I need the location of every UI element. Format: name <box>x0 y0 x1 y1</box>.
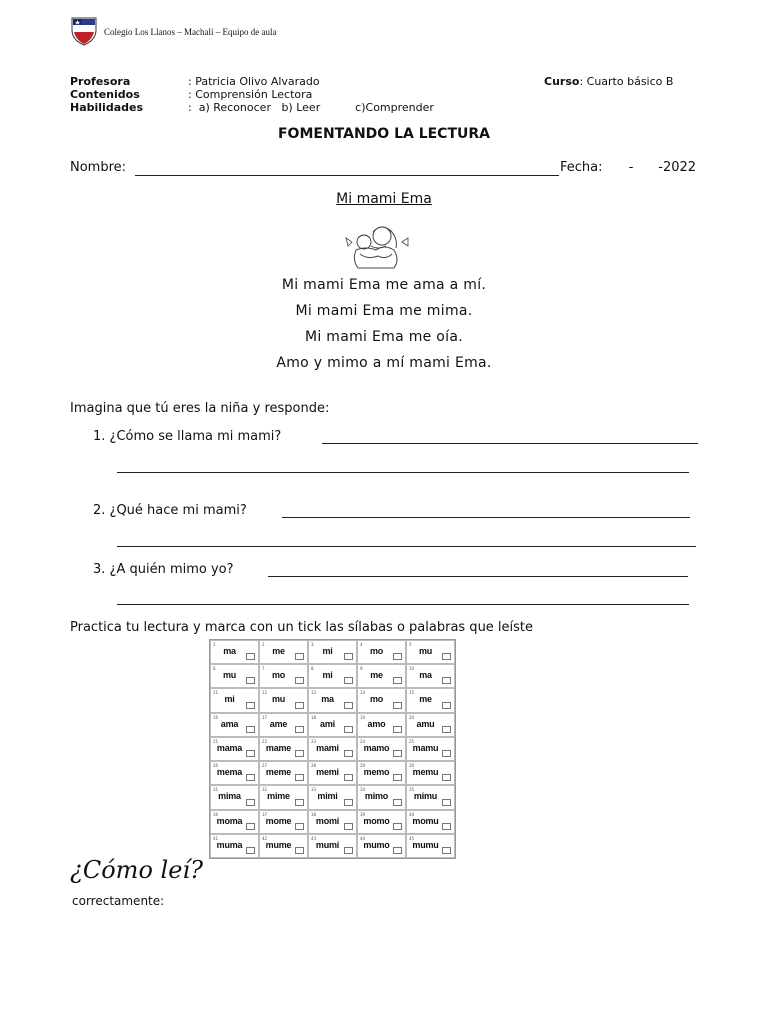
syllable-cell <box>357 688 406 712</box>
syllable-word: mo <box>369 646 384 656</box>
syllable-cell <box>406 713 455 737</box>
syllable-cell <box>406 810 455 834</box>
cell-number: 36 <box>213 811 219 817</box>
syllable-cell <box>259 713 308 737</box>
info-value: : Patricia Olivo Alvarado <box>188 75 320 88</box>
cell-number: 19 <box>360 714 366 720</box>
question-number: 3. <box>93 562 106 577</box>
syllable-cell <box>406 785 455 809</box>
school-name: Colegio Los Llanos – Machalí – Equipo de aula <box>104 27 277 37</box>
syllable-cell <box>259 785 308 809</box>
answer-line[interactable] <box>117 472 689 473</box>
cell-number: 8 <box>311 666 314 672</box>
tick-checkbox[interactable] <box>442 750 451 757</box>
syllable-cell <box>357 810 406 834</box>
syllable-word: mame <box>265 742 292 753</box>
syllable-word: mema <box>216 767 243 778</box>
tick-checkbox[interactable] <box>442 847 451 854</box>
nombre-fecha-row <box>70 160 126 175</box>
cell-number: 28 <box>311 763 317 769</box>
syllable-cell <box>357 664 406 688</box>
syllable-cell <box>259 688 308 712</box>
cell-number: 33 <box>311 787 317 793</box>
cell-number: 43 <box>311 835 317 841</box>
question-text: ¿Cómo se llama mi mami? <box>109 429 282 444</box>
answer-line[interactable] <box>117 546 696 547</box>
syllable-word: mo <box>369 694 384 705</box>
syllable-cell <box>406 664 455 688</box>
cell-number: 13 <box>311 690 317 696</box>
cell-number: 24 <box>360 738 366 744</box>
question-text: ¿A quién mimo yo? <box>109 562 234 577</box>
tick-checkbox[interactable] <box>344 653 353 660</box>
cell-number: 6 <box>213 666 216 672</box>
syllable-cell <box>406 737 455 761</box>
syllable-word: mamo <box>363 742 390 753</box>
syllable-cell <box>210 810 259 834</box>
tick-checkbox[interactable] <box>344 750 353 757</box>
syllable-cell <box>308 640 357 664</box>
syllable-cell <box>308 737 357 761</box>
story-title: Mi mami Ema <box>336 191 432 207</box>
syllable-word: mome <box>265 815 292 826</box>
syllable-cell <box>210 640 259 664</box>
tick-checkbox[interactable] <box>344 702 353 709</box>
syllable-cell <box>357 834 406 858</box>
syllable-word: me <box>370 670 383 681</box>
tick-checkbox[interactable] <box>295 702 304 709</box>
syllable-word: mumi <box>315 839 340 850</box>
cell-number: 5 <box>409 642 412 647</box>
tick-checkbox[interactable] <box>246 726 255 733</box>
cell-number: 41 <box>213 835 219 841</box>
cell-number: 22 <box>262 738 268 744</box>
syllable-cell <box>210 761 259 785</box>
syllable-cell <box>308 810 357 834</box>
tick-checkbox[interactable] <box>442 799 451 806</box>
syllable-word: me <box>272 646 285 656</box>
syllable-word: meme <box>265 767 292 778</box>
curso-label: Curso <box>544 75 580 88</box>
cell-number: 3 <box>311 642 314 647</box>
syllable-cell <box>259 737 308 761</box>
mother-hugging-child-icon <box>338 220 414 272</box>
tick-checkbox[interactable] <box>344 726 353 733</box>
tick-checkbox[interactable] <box>442 677 451 684</box>
syllable-cell <box>210 737 259 761</box>
question-text: ¿Qué hace mi mami? <box>109 503 247 518</box>
tick-checkbox[interactable] <box>246 702 255 709</box>
story-line: Mi mami Ema me oía. <box>304 329 463 345</box>
answer-line[interactable] <box>282 517 690 518</box>
tick-checkbox[interactable] <box>246 653 255 660</box>
info-key: Habilidades <box>70 101 143 114</box>
cell-number: 21 <box>213 738 219 744</box>
syllable-word: ma <box>223 646 236 656</box>
syllable-cell <box>259 834 308 858</box>
correctamente-label: correctamente: <box>72 894 165 908</box>
practice-instruction: Practica tu lectura y marca con un tick las sílabas o palabras que leíste <box>70 620 534 635</box>
tick-checkbox[interactable] <box>246 774 255 781</box>
syllable-word: mami <box>316 742 339 753</box>
tick-checkbox[interactable] <box>246 847 255 854</box>
nombre-label: Nombre: <box>70 160 127 175</box>
cell-number: 45 <box>409 835 415 841</box>
question-2 <box>93 503 247 518</box>
syllable-cell <box>308 688 357 712</box>
syllable-word: mi <box>322 646 333 656</box>
tick-checkbox[interactable] <box>393 702 402 709</box>
tick-checkbox[interactable] <box>442 726 451 733</box>
syllable-word: mi <box>224 694 235 705</box>
cell-number: 4 <box>360 642 363 647</box>
tick-checkbox[interactable] <box>295 726 304 733</box>
syllable-cell <box>259 810 308 834</box>
syllable-word: moma <box>216 815 243 826</box>
cell-number: 20 <box>409 714 415 720</box>
tick-checkbox[interactable] <box>393 774 402 781</box>
syllable-word: mumo <box>363 839 390 850</box>
syllable-word: mimi <box>317 791 338 802</box>
cell-number: 37 <box>262 811 268 817</box>
cell-number: 40 <box>409 811 415 817</box>
tick-checkbox[interactable] <box>393 653 402 660</box>
questions-intro: Imagina que tú eres la niña y responde: <box>70 401 330 416</box>
info-key: Contenidos <box>70 88 140 101</box>
tick-checkbox[interactable] <box>442 702 451 709</box>
syllable-word: ama <box>220 718 239 729</box>
cell-number: 25 <box>409 738 415 744</box>
tick-checkbox[interactable] <box>295 750 304 757</box>
cell-number: 29 <box>360 763 366 769</box>
syllable-cell <box>259 640 308 664</box>
syllable-cell <box>308 761 357 785</box>
tick-checkbox[interactable] <box>393 799 402 806</box>
question-3 <box>93 562 234 577</box>
syllable-word: amo <box>367 718 386 729</box>
tick-checkbox[interactable] <box>393 750 402 757</box>
tick-checkbox[interactable] <box>393 726 402 733</box>
cell-number: 2 <box>262 642 265 647</box>
cell-number: 39 <box>360 811 366 817</box>
syllable-cell <box>259 664 308 688</box>
syllable-word: mime <box>267 791 290 802</box>
cell-number: 1 <box>213 642 216 647</box>
syllable-word: memo <box>363 767 390 778</box>
syllable-word: momi <box>315 815 340 826</box>
syllable-word: mima <box>218 791 241 802</box>
syllable-word: muma <box>216 839 243 850</box>
cell-number: 7 <box>262 666 265 672</box>
syllable-word: momu <box>412 815 439 826</box>
syllable-word: mu <box>222 670 237 681</box>
syllable-cell <box>406 761 455 785</box>
syllable-cell <box>210 688 259 712</box>
syllable-word: memu <box>412 767 439 778</box>
syllable-cell <box>357 761 406 785</box>
cell-number: 23 <box>311 738 317 744</box>
tick-checkbox[interactable] <box>442 774 451 781</box>
syllable-cell <box>308 834 357 858</box>
tick-checkbox[interactable] <box>442 653 451 660</box>
tick-checkbox[interactable] <box>393 823 402 830</box>
syllable-cell <box>308 664 357 688</box>
fecha-label: Fecha: <box>560 160 603 175</box>
syllable-word: mume <box>265 839 292 850</box>
syllable-cell <box>406 640 455 664</box>
question-1 <box>93 429 281 444</box>
tick-checkbox[interactable] <box>246 799 255 806</box>
story-line: Amo y mimo a mí mami Ema. <box>276 355 492 371</box>
cell-number: 18 <box>311 714 317 720</box>
syllable-word: memi <box>316 767 339 778</box>
cell-number: 32 <box>262 787 268 793</box>
syllable-word: mama <box>216 742 243 753</box>
cell-number: 14 <box>360 690 366 696</box>
cell-number: 27 <box>262 763 268 769</box>
school-logo-icon <box>70 16 98 46</box>
curso-value: : Cuarto básico B <box>579 75 674 88</box>
syllable-word: ma <box>321 694 334 705</box>
answer-line[interactable] <box>322 443 698 444</box>
tick-checkbox[interactable] <box>393 677 402 684</box>
tick-checkbox[interactable] <box>393 847 402 854</box>
syllable-cell <box>406 688 455 712</box>
syllable-cell <box>308 785 357 809</box>
story-line: Mi mami Ema me mima. <box>295 303 473 319</box>
tick-checkbox[interactable] <box>295 823 304 830</box>
tick-checkbox[interactable] <box>442 823 451 830</box>
tick-checkbox[interactable] <box>344 799 353 806</box>
cell-number: 9 <box>360 666 363 672</box>
tick-checkbox[interactable] <box>295 774 304 781</box>
syllable-word: amu <box>416 718 435 729</box>
nombre-input-line[interactable] <box>135 175 559 176</box>
syllable-cell <box>210 785 259 809</box>
page-title: FOMENTANDO LA LECTURA <box>277 126 490 142</box>
syllable-cell <box>357 713 406 737</box>
tick-checkbox[interactable] <box>295 653 304 660</box>
syllable-word: mamu <box>412 742 439 753</box>
cell-number: 12 <box>262 690 268 696</box>
syllable-cell <box>259 761 308 785</box>
syllable-word: mi <box>322 670 333 681</box>
syllable-word: mu <box>271 694 286 705</box>
syllable-word: mo <box>271 670 286 681</box>
cell-number: 26 <box>213 763 219 769</box>
syllable-word: mimo <box>364 791 389 802</box>
syllable-word: mu <box>418 646 433 656</box>
syllable-word: ame <box>269 718 288 729</box>
tick-checkbox[interactable] <box>344 774 353 781</box>
syllable-word: ma <box>419 670 432 681</box>
syllable-cell <box>308 713 357 737</box>
cell-number: 31 <box>213 787 219 793</box>
info-value: : Comprensión Lectora <box>188 88 313 101</box>
cell-number: 17 <box>262 714 268 720</box>
syllable-cell <box>357 737 406 761</box>
syllable-cell <box>357 640 406 664</box>
cell-number: 10 <box>409 666 415 672</box>
cell-number: 11 <box>213 690 219 696</box>
tick-checkbox[interactable] <box>295 677 304 684</box>
info-value: : a) Reconocer b) Leer c)Comprender <box>188 101 434 114</box>
how-did-i-read-heading: ¿Cómo leí? <box>70 856 203 884</box>
syllable-word: mumu <box>412 839 439 850</box>
info-key: Profesora <box>70 75 131 88</box>
tick-checkbox[interactable] <box>344 847 353 854</box>
tick-checkbox[interactable] <box>344 823 353 830</box>
syllable-cell <box>210 713 259 737</box>
syllable-grid <box>209 639 456 859</box>
tick-checkbox[interactable] <box>246 750 255 757</box>
tick-checkbox[interactable] <box>246 823 255 830</box>
question-number: 2. <box>93 503 106 518</box>
syllable-cell <box>210 664 259 688</box>
curso-field <box>544 75 673 88</box>
syllable-word: momo <box>363 815 390 826</box>
tick-checkbox[interactable] <box>344 677 353 684</box>
cell-number: 44 <box>360 835 366 841</box>
cell-number: 30 <box>409 763 415 769</box>
tick-checkbox[interactable] <box>295 847 304 854</box>
question-number: 1. <box>93 429 106 444</box>
cell-number: 16 <box>213 714 219 720</box>
cell-number: 38 <box>311 811 317 817</box>
answer-line[interactable] <box>268 576 688 577</box>
tick-checkbox[interactable] <box>295 799 304 806</box>
fecha-value: - -2022 <box>628 160 697 175</box>
cell-number: 42 <box>262 835 268 841</box>
syllable-word: ami <box>320 718 335 729</box>
syllable-cell <box>406 834 455 858</box>
fecha-field[interactable] <box>560 160 696 175</box>
syllable-word: me <box>419 694 432 705</box>
syllable-word: mimu <box>413 791 438 802</box>
story-line: Mi mami Ema me ama a mí. <box>281 277 487 293</box>
answer-line[interactable] <box>117 604 689 605</box>
tick-checkbox[interactable] <box>246 677 255 684</box>
syllable-cell <box>210 834 259 858</box>
syllable-cell <box>357 785 406 809</box>
cell-number: 34 <box>360 787 366 793</box>
cell-number: 15 <box>409 690 415 696</box>
cell-number: 35 <box>409 787 415 793</box>
